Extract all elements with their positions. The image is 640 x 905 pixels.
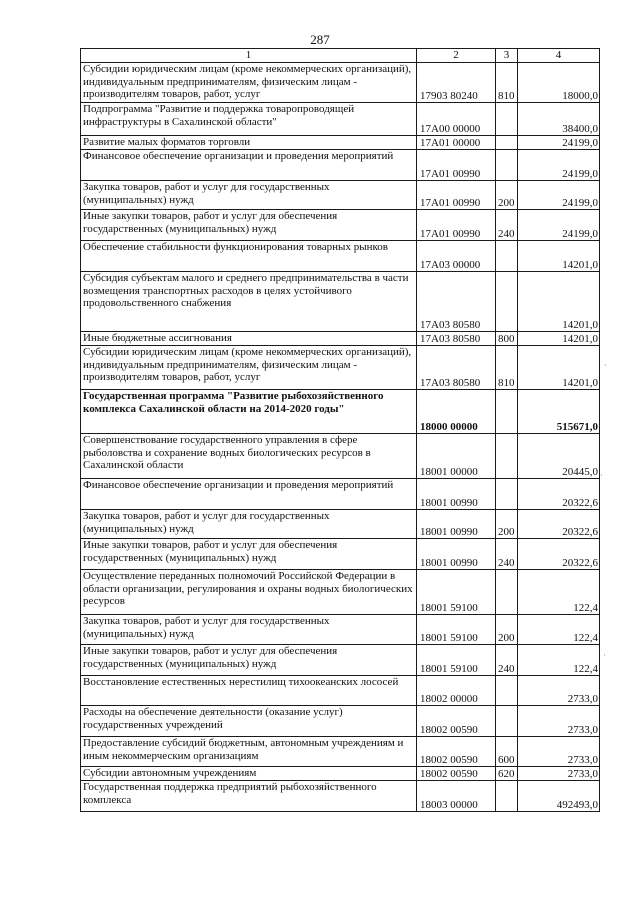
row-code: 18002 00590 [417,767,496,781]
row-code: 17А03 00000 [417,241,496,272]
row-name: Субсидии юридическим лицам (кроме некоммерческих организаций), индивидуальным предпринимателям, физическим лицам - производителям товаров, работ, услуг [81,63,417,103]
row-amount: 2733,0 [518,737,600,767]
row-name: Субсидия субъектам малого и среднего предпринимательства в части возмещения транспортных расходов в целях устойчивого продовольственного снабжения [81,272,417,332]
row-amount: 20445,0 [518,434,600,479]
row-type: 200 [496,510,518,539]
row-code: 17А01 00990 [417,181,496,210]
row-type: 200 [496,615,518,645]
row-amount: 24199,0 [518,181,600,210]
header-col-2: 2 [417,49,496,63]
table-row [81,479,600,510]
page-number: 287 [310,32,330,47]
budget-table [80,48,600,812]
row-name: Государственная программа "Развитие рыбохозяйственного комплекса Сахалинской области на 2014-2020 годы" [81,390,417,434]
row-amount: 2733,0 [518,706,600,737]
table-row [81,781,600,812]
row-type: 200 [496,181,518,210]
row-name: Закупка товаров, работ и услуг для государственных (муниципальных) нужд [81,615,417,645]
row-name: Субсидии юридическим лицам (кроме некоммерческих организаций), индивидуальным предпринимателям, физическим лицам - производителям товаров, работ, услуг [81,346,417,390]
row-name: Иные бюджетные ассигнования [81,332,417,346]
row-code: 18001 59100 [417,645,496,676]
table-row [81,210,600,241]
row-type [496,272,518,332]
table-row [81,615,600,645]
row-type: 620 [496,767,518,781]
table-row [81,272,600,332]
row-type: 240 [496,210,518,241]
row-amount: 18000,0 [518,63,600,103]
row-type [496,781,518,812]
row-code: 17А01 00000 [417,136,496,150]
row-name: Предоставление субсидий бюджетным, автономным учреждениям и иным некоммерческим организациям [81,737,417,767]
row-code: 18001 00990 [417,539,496,570]
table-row [81,150,600,181]
table-row [81,63,600,103]
row-type: 810 [496,346,518,390]
row-type: 800 [496,332,518,346]
row-name: Восстановление естественных нерестилищ тихоокеанских лососей [81,676,417,706]
row-type [496,390,518,434]
row-amount: 24199,0 [518,136,600,150]
row-name: Государственная поддержка предприятий рыбохозяйственного комплекса [81,781,417,812]
row-type [496,136,518,150]
row-type [496,479,518,510]
row-amount: 2733,0 [518,676,600,706]
row-amount: 14201,0 [518,241,600,272]
table-row [81,181,600,210]
row-amount: 14201,0 [518,346,600,390]
row-code: 17А03 80580 [417,346,496,390]
row-code: 18001 00990 [417,510,496,539]
row-amount: 2733,0 [518,767,600,781]
scan-speck: · [604,360,607,370]
row-name: Иные закупки товаров, работ и услуг для обеспечения государственных (муниципальных) нужд [81,210,417,241]
row-amount: 14201,0 [518,332,600,346]
row-code: 18001 59100 [417,615,496,645]
scan-speck: · [603,650,606,660]
row-type: 240 [496,539,518,570]
row-code: 17А03 80580 [417,272,496,332]
table-row [81,706,600,737]
row-type [496,103,518,136]
row-amount: 38400,0 [518,103,600,136]
row-code: 17903 80240 [417,63,496,103]
row-name: Субсидии автономным учреждениям [81,767,417,781]
table-header-row [81,49,600,63]
table-row [81,332,600,346]
row-type [496,570,518,615]
table-row [81,570,600,615]
table-row [81,241,600,272]
row-code: 18001 00000 [417,434,496,479]
row-type [496,676,518,706]
row-amount: 122,4 [518,615,600,645]
row-type: 600 [496,737,518,767]
row-code: 18001 00990 [417,479,496,510]
row-amount: 122,4 [518,570,600,615]
row-name: Развитие малых форматов торговли [81,136,417,150]
table-row [81,645,600,676]
row-code: 18002 00000 [417,676,496,706]
table-row [81,390,600,434]
row-code: 18003 00000 [417,781,496,812]
row-name: Совершенствование государственного управления в сфере рыболовства и сохранение водных биологических ресурсов в Сахалинской области [81,434,417,479]
row-name: Осуществление переданных полномочий Российской Федерации в области организации, регулирования и охраны водных биологических ресурсов [81,570,417,615]
row-name: Обеспечение стабильности функционирования товарных рынков [81,241,417,272]
row-amount: 20322,6 [518,539,600,570]
row-type: 240 [496,645,518,676]
row-amount: 492493,0 [518,781,600,812]
row-amount: 515671,0 [518,390,600,434]
row-amount: 14201,0 [518,272,600,332]
row-amount: 20322,6 [518,510,600,539]
table-row [81,510,600,539]
row-code: 17А01 00990 [417,210,496,241]
row-amount: 24199,0 [518,210,600,241]
row-name: Иные закупки товаров, работ и услуг для обеспечения государственных (муниципальных) нужд [81,645,417,676]
row-amount: 122,4 [518,645,600,676]
row-name: Подпрограмма "Развитие и поддержка товаропроводящей инфраструктуры в Сахалинской области" [81,103,417,136]
table-row [81,539,600,570]
row-code: 17А03 80580 [417,332,496,346]
row-name: Закупка товаров, работ и услуг для государственных (муниципальных) нужд [81,510,417,539]
header-col-4: 4 [518,49,600,63]
row-code: 17А01 00990 [417,150,496,181]
row-name: Финансовое обеспечение организации и проведения мероприятий [81,150,417,181]
table-row [81,737,600,767]
table-row [81,676,600,706]
header-col-1: 1 [81,49,417,63]
row-name: Иные закупки товаров, работ и услуг для обеспечения государственных (муниципальных) нужд [81,539,417,570]
table-row [81,434,600,479]
table-row [81,103,600,136]
row-code: 17А00 00000 [417,103,496,136]
row-amount: 20322,6 [518,479,600,510]
table-row [81,136,600,150]
row-name: Закупка товаров, работ и услуг для государственных (муниципальных) нужд [81,181,417,210]
header-col-3: 3 [496,49,518,63]
row-name: Расходы на обеспечение деятельности (оказание услуг) государственных учреждений [81,706,417,737]
row-type [496,434,518,479]
row-type [496,241,518,272]
row-name: Финансовое обеспечение организации и проведения мероприятий [81,479,417,510]
row-code: 18000 00000 [417,390,496,434]
row-code: 18002 00590 [417,737,496,767]
scan-speck: · [600,470,603,480]
row-type [496,150,518,181]
row-code: 18002 00590 [417,706,496,737]
table-row [81,767,600,781]
row-type: 810 [496,63,518,103]
row-code: 18001 59100 [417,570,496,615]
row-type [496,706,518,737]
table-row [81,346,600,390]
row-amount: 24199,0 [518,150,600,181]
